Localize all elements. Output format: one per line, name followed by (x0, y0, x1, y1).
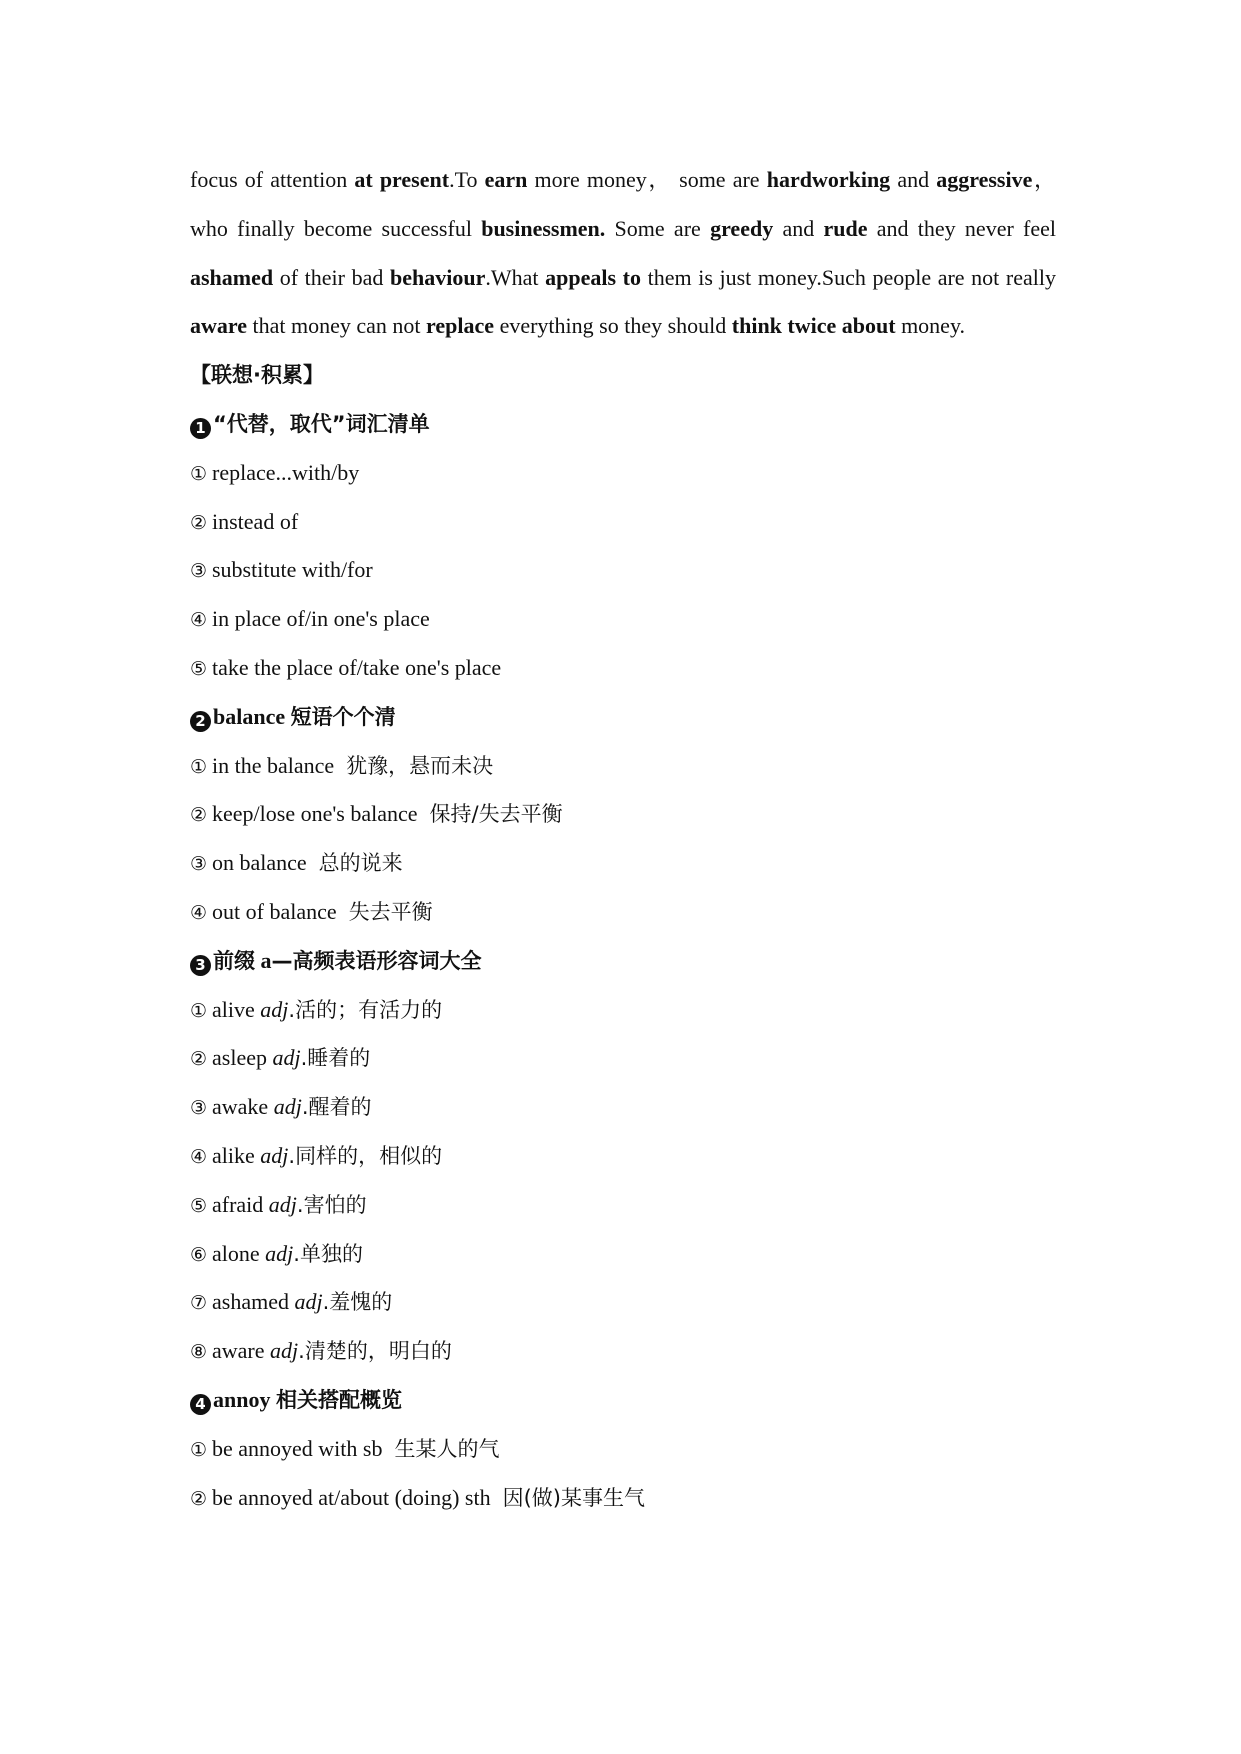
s2-title-en: balance (213, 703, 286, 729)
paragraph-text: and (773, 215, 824, 241)
bold-term: businessmen. (481, 215, 606, 241)
paragraph-text: them is just money.Such people are not really (640, 264, 1056, 290)
item-number: ④ (190, 1145, 208, 1168)
item-pos: adj (273, 1094, 302, 1120)
list-item (190, 449, 1056, 498)
item-chinese: .醒着的 (301, 1095, 372, 1120)
item-chinese: .羞愧的 (322, 1290, 393, 1315)
item-pos: adj (265, 1240, 294, 1266)
item-number: ① (190, 1438, 208, 1461)
paragraph-text: Some are (605, 215, 711, 241)
item-english: in the balance (212, 752, 335, 778)
item-english: instead of (212, 508, 299, 534)
item-english: asleep (212, 1045, 267, 1071)
item-english: on balance (212, 850, 307, 876)
list-item (190, 1278, 1056, 1327)
item-english: take the place of/take one's place (212, 654, 502, 680)
item-english: out of balance (212, 898, 337, 924)
item-english: afraid (212, 1191, 264, 1217)
item-chinese: .活的；有活力的 (288, 997, 443, 1022)
item-english: alone (212, 1240, 260, 1266)
item-number: ③ (190, 853, 208, 876)
paragraph-text: of their bad (273, 264, 390, 290)
document-page (190, 156, 1056, 1522)
item-chinese: 犹豫，悬而未决 (346, 753, 494, 778)
s1-title: “代替，取代”词汇清单 (213, 411, 430, 436)
paragraph-text: .What (485, 264, 546, 290)
list-item (190, 1327, 1056, 1376)
s4-heading (190, 1376, 1056, 1425)
item-chinese: .清楚的，明白的 (298, 1339, 452, 1364)
item-english: aware (212, 1338, 265, 1364)
list-item (190, 1230, 1056, 1279)
item-english: ashamed (212, 1289, 289, 1315)
s4-title-en: annoy (213, 1386, 271, 1412)
list-item (190, 595, 1056, 644)
item-chinese: .单独的 (293, 1241, 363, 1266)
item-pos: adj (268, 1191, 297, 1217)
s4-title-cn: 相关搭配概览 (275, 1387, 402, 1412)
item-number: ② (190, 1487, 208, 1510)
s1-heading (190, 400, 1056, 449)
item-number: ⑤ (190, 1194, 208, 1217)
s1-list (190, 449, 1056, 693)
list-item (190, 546, 1056, 595)
s2-badge: 2 (190, 711, 211, 732)
item-chinese: 生某人的气 (394, 1436, 500, 1461)
s1-badge: 1 (190, 418, 211, 439)
list-item (190, 790, 1056, 839)
s3-heading (190, 937, 1056, 986)
item-english: alive (212, 996, 255, 1022)
section-title: 【联想·积累】 (190, 363, 324, 388)
list-item (190, 1474, 1056, 1523)
item-number: ② (190, 511, 208, 534)
s3-title-cn1: 前缀 (213, 948, 255, 973)
item-number: ② (190, 1048, 208, 1071)
item-english: awake (212, 1094, 269, 1120)
item-pos: adj (260, 996, 289, 1022)
bold-term: at present (354, 167, 450, 192)
bold-term: hardworking (766, 167, 891, 192)
bold-term: appeals to (545, 264, 641, 290)
item-number: ① (190, 755, 208, 778)
list-item (190, 839, 1056, 888)
bold-term: greedy (710, 215, 774, 241)
item-chinese: .害怕的 (296, 1192, 367, 1217)
bold-term: rude (823, 215, 868, 241)
item-english: be annoyed at/about (doing) sth (212, 1484, 491, 1510)
bold-term: ashamed (190, 264, 274, 290)
item-english: keep/lose one's balance (212, 801, 418, 827)
paragraph-text: and (890, 167, 937, 192)
item-pos: adj (272, 1045, 301, 1071)
s3-list (190, 986, 1056, 1376)
item-english: alike (212, 1142, 255, 1168)
item-chinese: 因(做)某事生气 (502, 1485, 645, 1510)
bold-term: think twice about (731, 313, 896, 339)
item-english: be annoyed with sb (212, 1435, 383, 1461)
bold-term: behaviour (390, 264, 486, 290)
paragraph-text: money. (895, 313, 966, 339)
bold-term: aware (190, 313, 248, 339)
list-item (190, 1083, 1056, 1132)
item-pos: adj (294, 1289, 323, 1315)
bold-term: earn (484, 167, 528, 192)
item-number: ⑦ (190, 1292, 208, 1315)
list-item (190, 1425, 1056, 1474)
s3-badge: 3 (190, 955, 211, 976)
list-item (190, 498, 1056, 547)
list-item (190, 1181, 1056, 1230)
s2-list (190, 742, 1056, 937)
list-item (190, 742, 1056, 791)
item-number: ⑤ (190, 657, 208, 680)
item-number: ⑥ (190, 1243, 208, 1266)
paragraph-text: and they never feel (867, 215, 1057, 241)
section-heading (190, 351, 1056, 400)
item-chinese: 保持/失去平衡 (429, 802, 563, 827)
item-number: ③ (190, 560, 208, 583)
paragraph-text: that money can not (247, 313, 427, 339)
item-english: in place of/in one's place (212, 606, 430, 632)
item-english: substitute with/for (212, 557, 373, 583)
list-item (190, 1034, 1056, 1083)
item-chinese: .同样的，相似的 (288, 1143, 443, 1168)
s3-title-en: a (260, 947, 272, 973)
s4-badge: 4 (190, 1394, 211, 1415)
paragraph-text: ，who finally become successful (190, 167, 1056, 241)
s4-list (190, 1425, 1056, 1523)
item-number: ② (190, 804, 208, 827)
item-number: ① (190, 999, 208, 1022)
s2-title-cn: 短语个个清 (290, 704, 396, 729)
s3-title-cn2: —高频表语形容词大全 (271, 948, 482, 973)
intro-paragraph (190, 156, 1056, 351)
item-english: replace...with/by (212, 459, 360, 485)
list-item (190, 1132, 1056, 1181)
paragraph-text: focus of attention (190, 167, 355, 192)
bold-term: aggressive (936, 167, 1033, 192)
list-item (190, 888, 1056, 937)
item-pos: adj (260, 1142, 289, 1168)
bold-term: replace (426, 313, 495, 339)
item-number: ⑧ (190, 1341, 208, 1364)
item-pos: adj (270, 1338, 299, 1364)
item-chinese: 失去平衡 (348, 899, 433, 924)
item-number: ① (190, 462, 208, 485)
paragraph-text: everything so they should (494, 313, 732, 339)
item-chinese: 总的说来 (318, 851, 403, 876)
list-item (190, 986, 1056, 1035)
paragraph-text: more money， some are (527, 167, 767, 192)
item-number: ④ (190, 609, 208, 632)
paragraph-text: .To (449, 167, 485, 192)
item-number: ③ (190, 1097, 208, 1120)
list-item (190, 644, 1056, 693)
item-chinese: .睡着的 (300, 1046, 371, 1071)
item-number: ④ (190, 901, 208, 924)
s2-heading (190, 693, 1056, 742)
